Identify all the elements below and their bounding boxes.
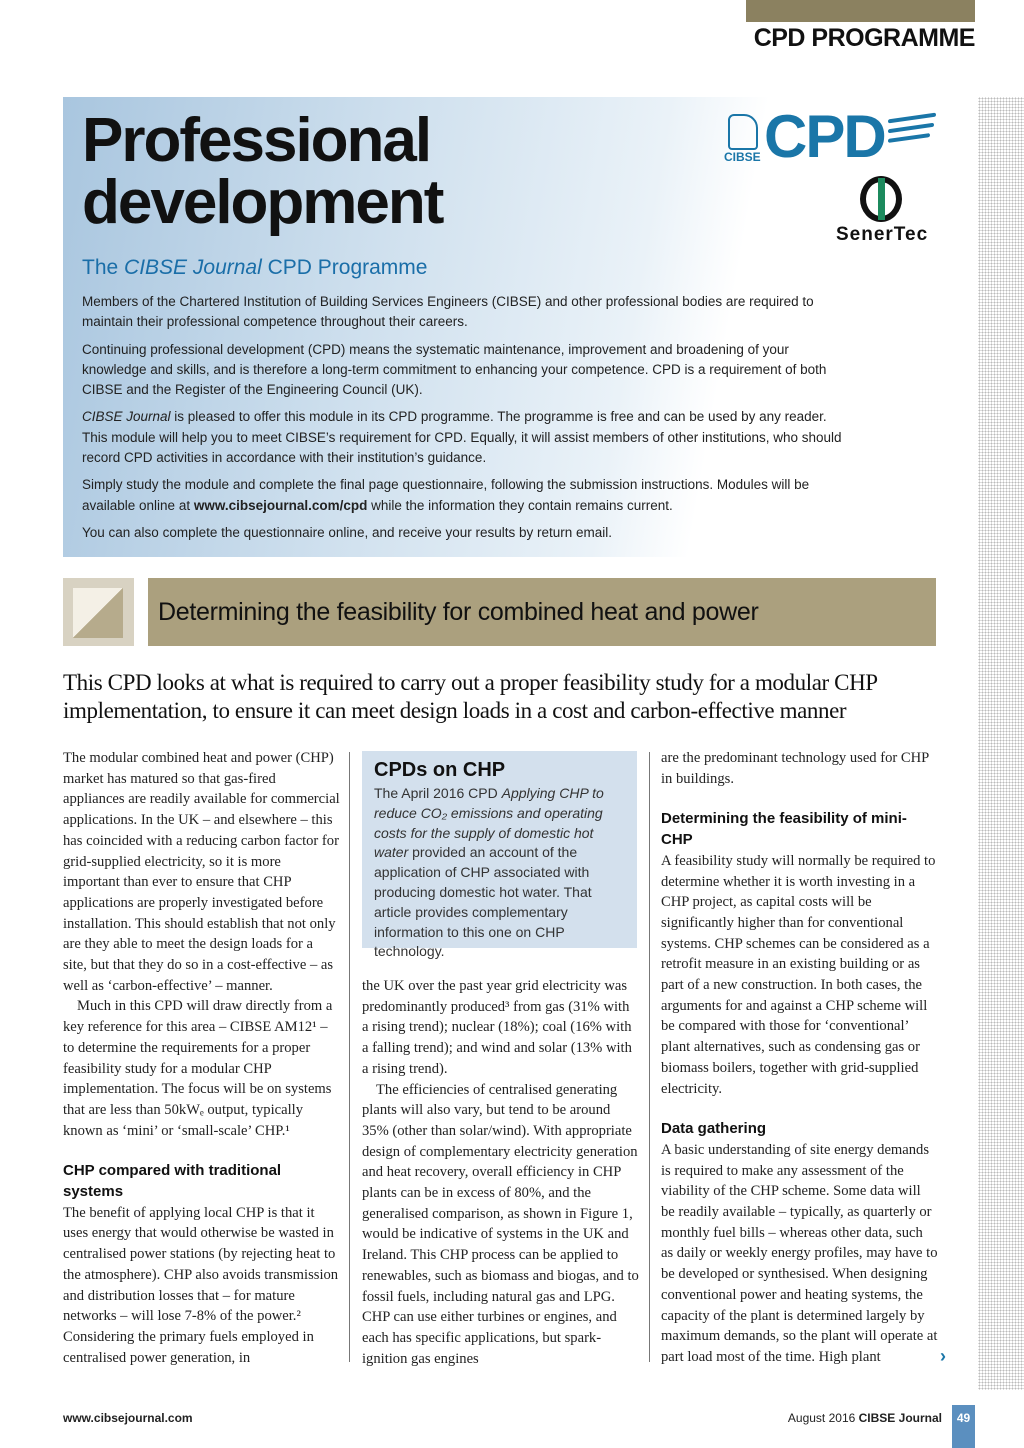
banner-arrow-box [63,578,134,646]
text: is pleased to offer this module in its CPD programme. The programme is free and can be used by any reader. This module will help you to meet CIBSE’s requirement for CPD. Equally, it will assist members of other institutions, who should record CPD activities in accordance with their institution’s guidance. [82,409,842,466]
journal-name: CIBSE Journal [82,409,171,425]
column-3 [661,748,938,1368]
text: Simply study the module and complete the final page questionnaire, following the submission instructions. Modules will be available online at [82,477,810,513]
issue-date: August 2016 [787,1411,859,1425]
intro-paragraph [82,407,842,468]
cibse-cpd-logo [724,103,939,170]
sidebar-box [362,751,637,960]
subheading: Determining the feasibility of mini-CHP [661,810,907,849]
logo-wave [888,113,936,124]
article-banner [148,578,936,646]
sidebar-title: CPDs on CHP [374,759,506,781]
intro-paragraph: You can also complete the questionnaire online, and receive your results by return email. [82,524,613,540]
journal-name: CIBSE Journal [858,1411,942,1425]
paragraph: Much in this CPD will draw directly from a key reference for this area – CIBSE AM12¹ – to determine the requirements for a proper feasibility study for a modular CHP implementation. The focus will be on systems that are less than 50kWₑ output, typically known as ‘mini’ or ‘small-scale’ CHP.¹ [63,998,333,1139]
senertec-logo-text: SenerTec [836,224,929,245]
subheading: CHP compared with traditional systems [63,1162,282,1201]
paragraph: A basic understanding of site energy demands is required to make any assessment of the viability of the CHP scheme. Some data will be readily available – typically, as quarterly or monthly fuel bills – whereas other data, such as daily or weekly energy profiles, may have to be developed or synthesised. When designing conventional power and heating systems, the capacity of the plant is determined largely by maximum demands, so the plant will operate at part load most of the time. High plant [661,1141,938,1365]
page-title [82,106,443,237]
senertec-logo [836,176,936,246]
intro-paragraph: Members of the Chartered Institution of Building Services Engineers (CIBSE) and other professional bodies are required to maintain their professional competence throughout their careers. [82,294,814,330]
cibse-logo-text: CIBSE [724,150,761,164]
article-ref: Applying CHP to reduce CO₂ emissions and operating costs for the supply of domestic hot water [374,785,604,861]
footer-issue [788,1411,942,1425]
column-rule [649,752,650,1362]
text: The April 2016 CPD [374,785,502,801]
section-label: CPD PROGRAMME [753,24,975,52]
logo-wave [888,123,934,133]
paragraph: are the predominant technology used for CHP in buildings. [661,750,929,787]
logo-wave [888,133,930,143]
header-band [746,0,975,22]
footer-url[interactable]: www.cibsejournal.com [63,1411,193,1425]
text: while the information they contain remains current. [367,497,673,513]
column-2 [362,976,639,1369]
cpd-link[interactable]: www.cibsejournal.com/cpd [193,497,368,513]
intro-paragraph: Continuing professional development (CPD) means the systematic maintenance, improvement and broadening of your knowledge and skills, and is therefore a long-term commitment to enhancing your competence. CPD is a requirement of both CIBSE and the Register of the Engineering Council (UK). [82,341,827,398]
title-line: development [82,168,443,237]
arrow-icon [73,588,123,638]
subtitle [82,256,427,280]
subtitle-text: The [82,256,125,279]
paragraph: The efficiencies of centralised generating plants will also vary, but tend to be around 35% (other than solar/wind). With appropriate design of complementary electricity generation and heat recovery, overall efficiency in CHP plants can be in excess of 80%, and the generalised comparison, as shown in Figure 1, would be indicative of systems in the UK and Ireland. This CHP process can be applied to renewables, such as biomass and biogas, and to fossil fuels, including natural gas and LPG. CHP can use either turbines or engines, and each has specific applications, but spark-ignition gas engines [362,1081,639,1367]
page-number: 49 [952,1405,975,1448]
dotted-edge [978,97,1024,1390]
continue-arrow-icon: › [940,1346,946,1366]
paragraph: the UK over the past year grid electricity was predominantly produced³ from gas (31% with a rising trend); nuclear (18%); coal (16% with a falling trend); and wind and solar (13% with a rising trend). [362,978,632,1077]
cibse-crest-icon [728,114,758,150]
intro-paragraph [82,475,842,516]
paragraph: The benefit of applying local CHP is that it uses energy that would otherwise be wasted in centralised power stations (by rejecting heat to the atmosphere). CHP also avoids transmission and distribution losses that – for mature networks – will lose 7-8% of the power.² Considering the primary fuels employed in centralised power generation, in [63,1204,339,1366]
senertec-mark-icon [878,178,885,220]
cpd-logo-text: CPD [764,103,885,170]
subheading: Data gathering [661,1120,767,1138]
standfirst: This CPD looks at what is required to carry out a proper feasibility study for a modular CHP implementation, to ensure it can meet design loads in a cost and carbon-effective manner [63,670,877,723]
column-1 [63,748,340,1368]
text: provided an account of the application of CHP associated with producing domestic hot water. That article provides complementary information to this one on CHP technology. [374,844,592,960]
paragraph: The modular combined heat and power (CHP) market has matured so that gas-fired appliances are readily available for commercial applications. In the UK – and elsewhere – this has coincided with a reducing carbon factor for grid-supplied electricity, so it is more important than ever to ensure that CHP applications are properly investigated before installation. This should establish that not only are they able to meet the design loads for a site, but that they do so in a cost-effective – as well as ‘carbon-effective’ – manner. [63,750,340,994]
subtitle-journal: CIBSE Journal [124,256,262,279]
column-rule [349,752,350,1362]
sidebar-text [374,784,625,962]
subtitle-text: CPD Programme [261,256,428,279]
title-line: Professional [82,106,431,175]
intro-text [82,292,842,550]
article-title: Determining the feasibility for combined heat and power [158,598,759,626]
paragraph: A feasibility study will normally be required to determine whether it is worth investing in a CHP project, as capital costs will be significantly higher than for conventional systems. CHP schemes can be considered as a retrofit measure in an existing building or as part of a new construction. In both cases, the arguments for and against a CHP scheme will be compared with those for ‘conventional’ plant alternatives, such as condensing gas or biomass boilers, together with grid-supplied electricity. [661,852,936,1097]
